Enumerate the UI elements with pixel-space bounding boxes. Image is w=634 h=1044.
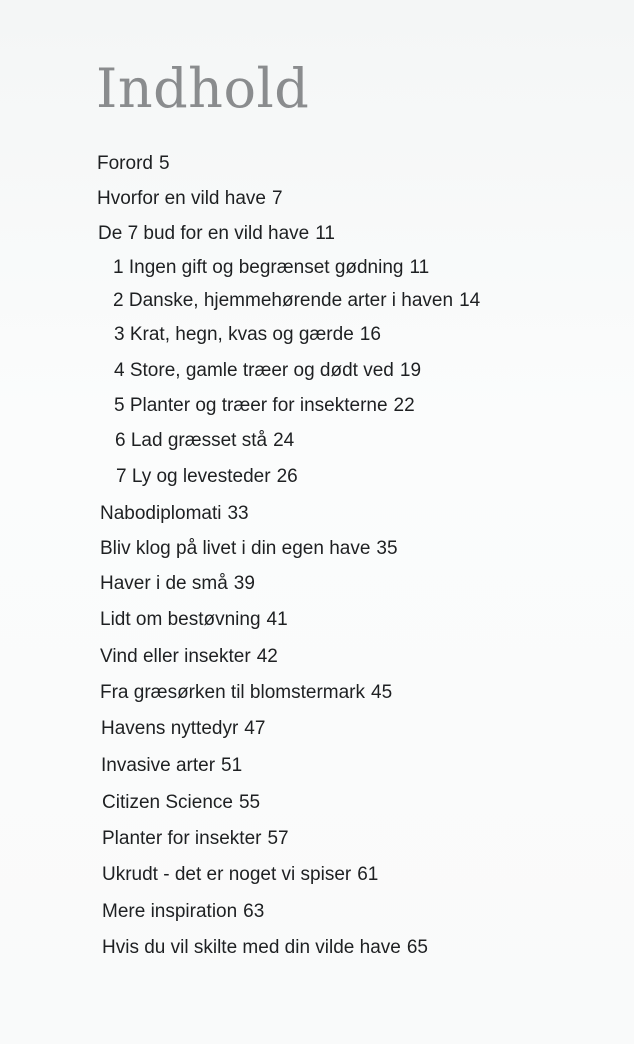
toc-entry-title: Mere inspiration [102, 901, 238, 922]
toc-entry-page: 45 [371, 682, 393, 703]
toc-entry [102, 936, 428, 960]
toc-subentry [113, 289, 480, 313]
toc-entry-title: Vind eller insekter [100, 646, 251, 667]
toc-entry-page: 7 [271, 188, 283, 209]
toc-entry-page: 33 [227, 503, 249, 524]
toc-entry-title: 7 Ly og levesteder [116, 466, 271, 487]
toc-entry [102, 791, 260, 815]
toc-entry [101, 754, 242, 778]
toc-entry [98, 222, 335, 246]
toc-entry-page: 57 [267, 828, 289, 849]
toc-entry-page: 63 [243, 901, 265, 922]
toc-entry-title: Planter for insekter [102, 828, 262, 849]
toc-entry-page: 41 [266, 609, 288, 630]
toc-entry [100, 502, 249, 526]
toc-entry-page: 11 [409, 257, 430, 278]
toc-subentry [115, 429, 294, 453]
page-title: Indhold [96, 57, 310, 120]
toc-entry-title: 2 Danske, hjemmehørende arter i haven [113, 290, 454, 311]
toc-entry-title: 5 Planter og træer for insekterne [114, 395, 388, 416]
toc-subentry [114, 394, 415, 418]
toc-entry-page: 16 [359, 324, 381, 345]
toc-entry-title: Citizen Science [102, 792, 233, 813]
toc-entry-title: Invasive arter [101, 755, 216, 776]
toc-entry-title: Haver i de små [100, 573, 228, 594]
toc-entry-page: 14 [459, 290, 481, 311]
toc-entry-title: Bliv klog på livet i din egen have [100, 538, 371, 559]
toc-entry-title: Nabodiplomati [100, 503, 222, 524]
toc-entry-page: 65 [406, 937, 428, 958]
toc-entry-page: 39 [233, 573, 255, 594]
toc-subentry [113, 256, 429, 280]
toc-entry-page: 19 [399, 360, 422, 381]
toc-entry [102, 900, 264, 924]
toc-entry-page: 22 [393, 395, 415, 416]
toc-entry-title: De 7 bud for en vild have [98, 223, 310, 244]
toc-entry-title: Ukrudt - det er noget vi spiser [102, 864, 352, 885]
toc-entry [102, 863, 378, 887]
toc-entry-page: 42 [256, 646, 278, 667]
toc-subentry [114, 359, 421, 383]
toc-subentry [114, 323, 381, 347]
toc-entry-title: Hvis du vil skilte med din vilde have [102, 937, 401, 958]
toc-entry-page: 5 [158, 153, 170, 174]
toc-entry-title: 6 Lad græsset stå [115, 430, 268, 451]
toc-entry [100, 608, 288, 632]
toc-entry-title: 1 Ingen gift og begrænset gødning [113, 257, 404, 278]
toc-entry-page: 24 [273, 430, 295, 451]
toc-entry [97, 152, 170, 176]
toc-entry [100, 645, 278, 669]
toc-entry-page: 26 [276, 466, 298, 487]
toc-entry [100, 537, 398, 561]
toc-entry-page: 55 [238, 792, 261, 813]
toc-entry [101, 717, 265, 741]
toc-entry-title: Havens nyttedyr [101, 718, 239, 739]
toc-entry-title: Lidt om bestøvning [100, 609, 261, 630]
toc-entry-title: Hvorfor en vild have [97, 188, 266, 209]
toc-entry [100, 681, 392, 705]
toc-entry-title: Fra græsørken til blomstermark [100, 682, 365, 703]
toc-entry-page: 61 [357, 864, 379, 885]
toc-entry-page: 47 [244, 718, 266, 739]
toc-entry [102, 827, 289, 851]
toc-entry-page: 51 [221, 755, 243, 776]
toc-entry-page: 35 [376, 538, 398, 559]
toc-entry-title: 4 Store, gamle træer og dødt ved [114, 360, 394, 381]
toc-entry-page: 11 [315, 223, 335, 244]
toc-entry-title: 3 Krat, hegn, kvas og gærde [114, 324, 354, 345]
toc-entry-title: Forord [97, 153, 153, 174]
toc-entry [100, 572, 255, 596]
toc-subentry [116, 465, 298, 489]
toc-entry [97, 187, 283, 211]
